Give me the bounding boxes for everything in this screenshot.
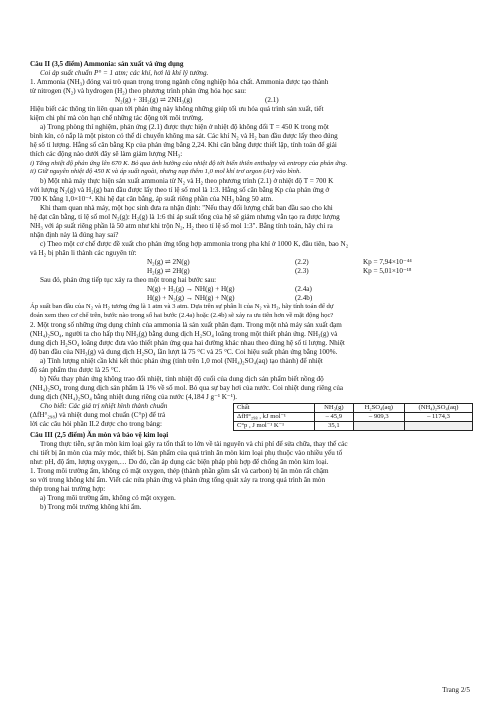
equation-2-4b-number: (2.4b) <box>295 294 313 303</box>
q2-b-line7: nhận định này là đúng hay sai? <box>30 230 119 239</box>
q2-a-ii: ii) Giữ nguyên nhiệt độ 450 K và áp suất ngoài, nhưng nạp thêm 1,0 mol khí trơ argon (Ar) vào bình. <box>30 168 302 176</box>
q2-assumption: Coi áp suất chuẩn P° = 1 atm; các khí, hơi là khí lý tưởng. <box>40 69 209 78</box>
q3-item-b: b) Trong môi trường không khí ẩm. <box>40 503 142 512</box>
q2-2b-line2: (NH₄)₂SO₄ trong dung dịch sản phẩm là 1% về số mol. Bỏ qua sự bay hơi của nước. Coi nhiệt dung riêng của <box>30 383 344 392</box>
table-header-cell: NH₃(g) <box>315 403 353 412</box>
q2-a-i: i) Tăng nhiệt độ phản ứng lên 670 K. Bỏ qua ảnh hưởng của nhiệt độ tới biến thiên enthalpy và entropy của phản ứng. <box>30 159 348 167</box>
equation-2-3-number: (2.3) <box>295 267 309 276</box>
q2-b-line3: 700 K bằng 1,0×10⁻⁴. Khi hệ đạt cân bằng, áp suất riêng phần của NH₃ bằng 50 atm. <box>30 194 274 203</box>
table-cell: – 909,3 <box>353 412 404 421</box>
q2-c-line4: Áp suất ban đầu của N₂ và H₂ tương ứng là 1 atm và 3 atm. Dựa trên sự phân li của N₂ và H₂, hãy tính toán để dự <box>30 303 334 311</box>
table-row <box>234 412 473 421</box>
q2-b-line1: b) Một nhà máy thực hiện sản xuất ammonia từ N₂ và H₂ theo phương trình (2.1) ở nhiệt độ T = 700 K <box>40 176 334 185</box>
q3-p2-line3: thép trong hai trường hợp: <box>30 485 106 494</box>
table-cell: – 45,9 <box>315 412 353 421</box>
q2-a-line3: hệ số tỉ lượng. Hằng số cân bằng Kp của phản ứng bằng 2,24. Khi cân bằng được thiết lập, tính toán để giải <box>30 141 337 150</box>
q2-b-line4: Khi tham quan nhà máy, một học sinh đưa ra nhận định: "Nếu thay đổi lượng chất ban đầu sao cho khi <box>40 203 333 212</box>
q2-p2-line2: kiệm chi phí mà còn hạn chế những tác động tới môi trường. <box>30 114 204 123</box>
table-row-label: C°p , J mol⁻¹ K⁻¹ <box>234 421 315 430</box>
table-header-cell: H₂SO₄(aq) <box>353 403 404 412</box>
equation-2-4a <box>30 285 473 294</box>
equation-2-1-text: N₂(g) + 3H₂(g) ⇌ 2NH₃(g) <box>115 96 193 105</box>
equation-2-3-kp: Kp = 5,01×10⁻¹⁸ <box>363 267 412 276</box>
table-header-row <box>234 403 473 412</box>
q2-2b-line1: b) Nếu thay phản ứng không trao đổi nhiệt, tính nhiệt độ cuối của dung dịch sản phẩm biết nồng độ <box>40 374 324 383</box>
table-row-label: ΔfH°₂₉₈ , kJ mol⁻¹ <box>234 412 315 421</box>
q2-c-line5: đoán xem theo cơ chế trên, bước nào trong số hai bước (2.4a) hoặc (2.4b) sẽ xảy ra ưu tiên hơn về mặt động học? <box>30 311 334 319</box>
equation-2-2 <box>30 258 473 267</box>
given-data-block <box>30 402 473 430</box>
q2-b-line6: NH₃ với áp suất riêng phần là 50 atm như khi trộn N₂, H₂ theo tỉ lệ số mol 1:3". Bằng tính toán, hãy chỉ ra <box>30 221 333 230</box>
table-cell: – 1174,3 <box>404 412 472 421</box>
q3-p1-line1: Trong thực tiễn, sự ăn mòn kim loại gây ra tổn thất to lớn về tài nguyên và chi phí để sửa chữa, thay thế các <box>40 440 348 449</box>
q2-title: Câu II (3,5 điểm) Ammonia: sản xuất và ứng dụng <box>30 60 184 68</box>
q2-2a-line1: a) Tính lượng nhiệt cần khi kết thúc phản ứng (tính trên 1,0 mol (NH₄)₂SO₄(aq) tạo thành) để nhiệt <box>40 356 323 365</box>
equation-2-4a-text: N(g) + H₂(g) → NH(g) + H(g) <box>147 285 235 294</box>
q2-p2-line1: Hiệu biết các thông tin liên quan tới phản ứng này không những giúp tối ưu hóa quá trình sản xuất, tiết <box>30 105 324 114</box>
table-cell <box>353 421 404 430</box>
q2-b-line5: hệ đạt cân bằng, tỉ lệ số mol N₂(g): H₂(g) là 1:6 thì áp suất tổng của hệ sẽ giảm nhưng vẫn tạo ra được lượng <box>30 212 340 221</box>
given-data-line2: (ΔfH°₂₉₈) và nhiệt dung mol chuẩn (C°p) để trả <box>30 411 166 420</box>
equation-2-2-kp: Kp = 7,94×10⁻⁴⁴ <box>363 258 412 267</box>
q2-a-line2: bình kín, có nắp là một piston có thể di chuyển không ma sát. Các khí N₂ và H₂ ban đầu được lấy theo đúng <box>30 132 338 141</box>
q3-p1-line2: chi tiết bị ăn mòn của máy móc, thiết bị. Sản phẩm của quá trình ăn mòn kim loại phụ thuộc vào nhiều yếu tố <box>30 449 343 458</box>
table-cell: 35,1 <box>315 421 353 430</box>
q2-2-line2: (NH₄)₂SO₄, người ta cho hấp thụ NH₃(g) bằng dung dịch H₂SO₄ loãng trong một thiết phản ứng. NH₃(g) và <box>30 329 338 338</box>
thermo-data-table <box>233 403 473 431</box>
given-data-text <box>30 402 230 429</box>
q2-p1-line1: 1. Ammonia (NH₃) đóng vai trò quan trọng trong ngành công nghiệp hóa chất. Ammonia được tạo thành <box>30 78 329 87</box>
q2-2b-line3: dung dịch (NH₄)₂SO₄ bằng nhiệt dung riêng của nước (4,184 J g⁻¹ K⁻¹). <box>30 392 238 401</box>
q2-b-line2: với lượng N₂(g) và H₂(g) ban đầu được lấy theo tỉ lệ số mol là 1:3. Hằng số cân bằng Kp của phản ứng ở <box>30 185 330 194</box>
q2-c-line3: Sau đó, phản ứng tiếp tục xảy ra theo một trong hai bước sau: <box>40 276 217 285</box>
equation-2-4b <box>30 294 473 303</box>
q3-p2-line2: so với trong không khí ẩm. Viết các nửa phản ứng và phản ứng tổng quát xảy ra trong quá trình ăn mòn <box>30 476 326 485</box>
table-header-cell: Chất <box>234 403 315 412</box>
q3-item-a: a) Trong môi trường ẩm, không có mặt oxygen. <box>40 494 176 503</box>
given-data-line1: Cho biết: Các giá trị nhiệt hình thành chuẩn <box>40 401 168 410</box>
equation-2-2-number: (2.2) <box>295 258 309 267</box>
equation-2-4b-text: H(g) + N₂(g) → NH(g) + N(g) <box>147 294 235 303</box>
q2-2-line3: dung dịch H₂SO₄ loãng được đưa vào thiết phản ứng qua hai đường khác nhau theo đúng hệ số tỉ lượng. Nhiệt <box>30 338 345 347</box>
q3-p2-line1: 1. Trong môi trường ẩm, không có mặt oxygen, thép (thành phần gồm sắt và carbon) bị ăn mòn rất chậm <box>30 467 329 476</box>
q2-a-line1: a) Trong phòng thí nghiệm, phản ứng (2.1) được thực hiện ở nhiệt độ không đổi T = 450 K trong một <box>40 123 329 132</box>
q2-2-line4: độ ban đầu của NH₃(g) và dung dịch H₂SO₄ lần lượt là 75 °C và 25 °C. Coi hiệu suất phản ứng bằng 100%. <box>30 347 338 356</box>
equation-2-3 <box>30 267 473 276</box>
equation-2-1-number: (2.1) <box>265 96 279 105</box>
given-data-line3: lời các câu hỏi phần II.2 được cho trong bảng: <box>30 420 162 429</box>
q2-2a-line2: độ sản phẩm thu được là 25 °C. <box>30 365 121 374</box>
equation-2-3-text: H₂(g) ⇌ 2H(g) <box>147 267 190 276</box>
page-number: Trang 2/5 <box>442 686 470 694</box>
table-header-cell: (NH₄)₂SO₄(aq) <box>404 403 472 412</box>
q2-c-line1: c) Theo một cơ chế được đề xuất cho phản ứng tổng hợp ammonia trong pha khí ở 1000 K, đầu tiên, bao N₂ <box>40 240 349 249</box>
q2-p1-line2: từ nitrogen (N₂) và hydrogen (H₂) theo phương trình phản ứng hóa học sau: <box>30 87 247 96</box>
table-row <box>234 421 473 430</box>
q3-p1-line3: như: pH, độ ẩm, lượng oxygen,… Do đó, cần áp dụng các biện pháp phù hợp để chống ăn mòn kim loại. <box>30 458 329 467</box>
equation-2-2-text: N₂(g) ⇌ 2N(g) <box>147 258 190 267</box>
equation-2-1 <box>30 96 473 105</box>
table-cell <box>404 421 472 430</box>
q2-c-line2: và H₂ bị phân li thành các nguyên tử: <box>30 249 137 258</box>
equation-2-4a-number: (2.4a) <box>295 285 312 294</box>
q2-2-line1: 2. Một trong số những ứng dụng chính của ammonia là sản xuất phân đạm. Trong một nhà máy sản xuất đạm <box>30 320 342 329</box>
q2-a-line4: thích các động nào dưới đây sẽ làm giảm lượng NH₃: <box>30 150 183 159</box>
q3-title: Câu III (2,5 điểm) Ăn mòn và bảo vệ kim loại <box>30 430 169 439</box>
